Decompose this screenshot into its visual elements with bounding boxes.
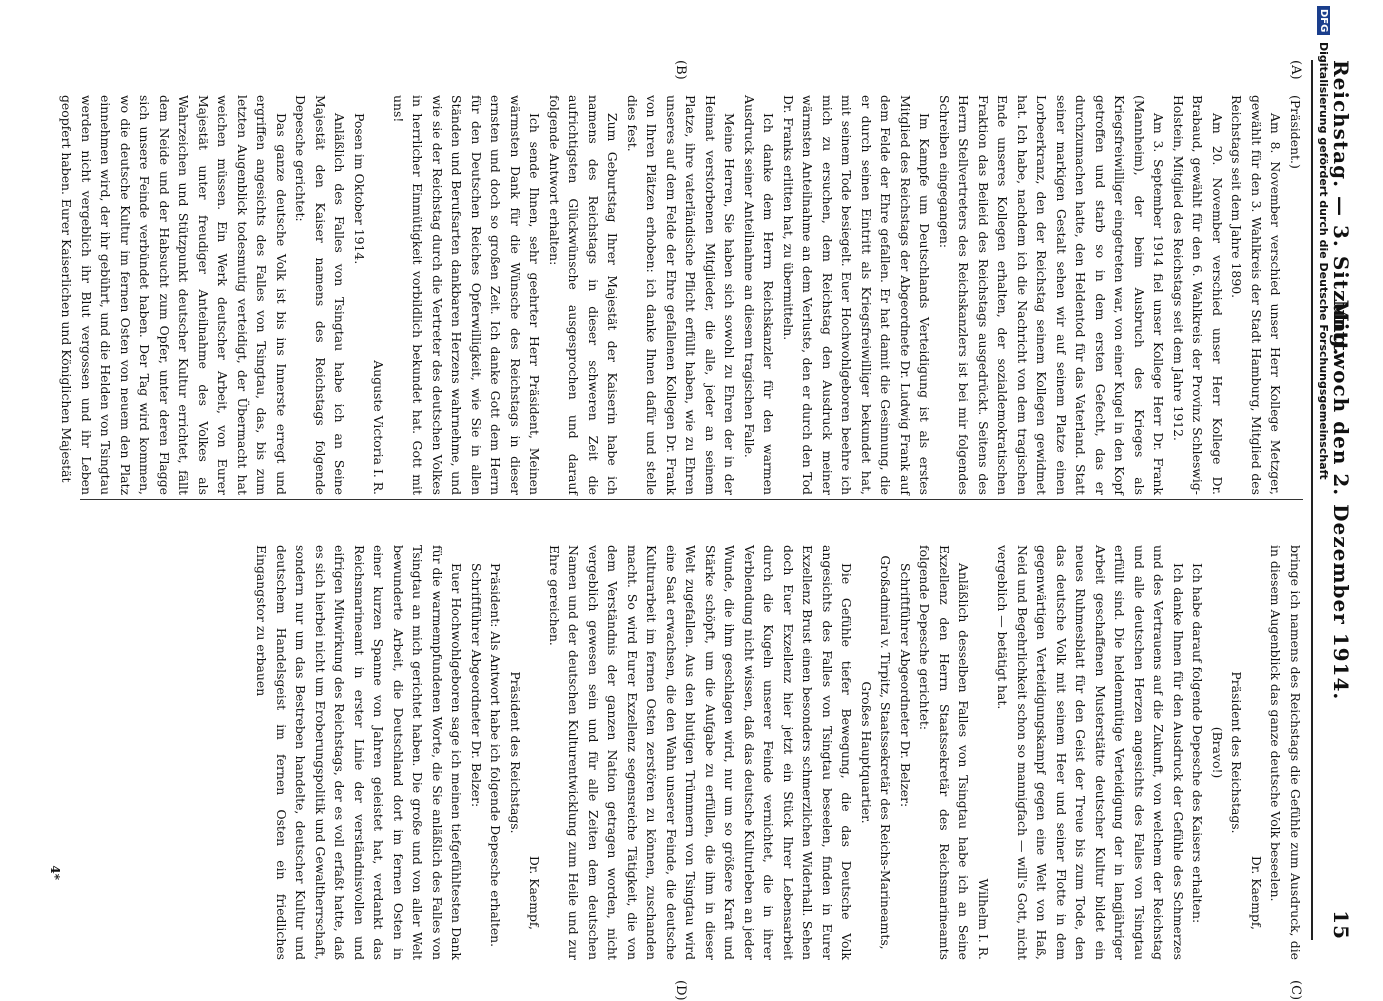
digitization-credit bbox=[1300, 0, 1340, 1000]
paragraph: (Bravo!) bbox=[1210, 726, 1225, 779]
header-left: Reichstag. — 3. Sitzung. bbox=[1329, 60, 1353, 357]
dfg-logo: DFG bbox=[1317, 6, 1330, 35]
paragraph: Zum Geburtstag Ihrer Majestät der Kaiserin habe ich namens des Reichstags in dieser schweren Zeit die aufrichtigsten Glückwünsche ausgesprochen und darauf folgende Antwort erhalten: bbox=[547, 95, 621, 495]
paragraph: Das ganze deutsche Volk ist bis ins Innerste erregt und ergriffen angesichts des Falles von Tsingtau, das, bis zum letzten Augenblick todesmutig verteidigt, der Übermacht hat weichen müssen. Ein Werk deutscher Arbeit, von Eurer Majestät unter freudiger Anteilnahme des Volkes als Wahrzeichen und Stützpunkt deutscher Kultur errichtet, fällt dem Neide und der Habsucht zum Opfer, unter deren Flagge sich unsere Feinde verbündet haben. Der Tag wird kommen, wo die deutsche Kultur im fernen Osten von neuem den Platz einnehmen wird, der ihr gebührt, und die Helden von Tsingtau werden nicht vergeblich ihr Blut vergossen und ihr Leben geopfert haben. Eurer Kaiserlichen und Königlichen Majestät bbox=[59, 95, 289, 495]
margin-mark-a: (A) bbox=[1288, 60, 1303, 80]
paragraph: Präsident des Reichstags. bbox=[1229, 671, 1245, 834]
paragraph: Auguste Victoria I. R. bbox=[371, 360, 387, 495]
left-column bbox=[57, 95, 1305, 495]
paragraph: Meine Herren, Sie haben sich sowohl zu Ehren der in der Heimat verstorbenen Mitglieder, die alle, jeder an seinem Platze, ihre vaterländische Pflicht erfüllt haben, wie zu Ehren unseres auf dem Felde der Ehre gefallenen Kollegen Dr. Frank von Ihren Plätzen erhoben: ich danke Ihnen dafür und stelle dies fest. bbox=[625, 95, 738, 495]
page-signature: 4* bbox=[48, 865, 62, 880]
right-column bbox=[252, 545, 1305, 960]
paragraph: Im Kampfe um Deutschlands Verteidigung ist als erstes Mitglied des Reichstags der Abgeordnete Dr. Ludwig Frank auf dem Felde der Ehre gefallen. Er hat damit die Gesinnung, die er durch seinen Eintritt als Kriegsfreiwilliger bekundet hat, mit seinem Tode besiegelt. Euer Hochwohlgeboren beehre ich mich zu ersuchen, dem Reichstag den Ausdruck meiner wärmsten Anteilnahme an dem Verluste, den er durch den Tod Dr. Franks erlitten hat, zu übermitteln. bbox=[781, 95, 933, 495]
paragraph: Am 3. September 1914 fiel unser Kollege Herr Dr. Frank (Mannheim), der beim Ausbruch des Krieges als Kriegsfreiwilliger eingetreten war, von einer Kugel in den Kopf getroffen und starb so in dem ersten Gefecht, das er durchzumachen hatte, den Heldentod für das Vaterland. Statt seiner markigen Gestalt sehen wir auf seinem Platze einen Lorbeerkranz, den der Reichstag seinem Kollegen gewidmet hat. Ich habe, nachdem ich die Nachricht von dem tragischen Ende unseres Kollegen erhalten, der sozialdemokratischen Fraktion das Beileid des Reichstags ausgedrückt. Seitens des Herrn Stellvertreters des Reichskanzlers ist bei mir folgendes Schreiben eingegangen: bbox=[937, 95, 1167, 495]
paragraph: Am 8. November verschied unser Herr Kollege Metzger, gewählt für den 3. Wahlkreis der Stadt Hamburg, Mitglied des Reichstags seit dem Jahre 1890. bbox=[1229, 95, 1284, 495]
paragraph: Präsident: Als Antwort habe ich folgende Depesche erhalten. bbox=[488, 563, 504, 948]
paragraph: Ich sende Ihnen, sehr geehrter Herr Präsident, Meinen wärmsten Dank für die Wünsche des Reichstags in dieser ernsten und doch so großen Zeit. Ich danke Gott dem Herrn für den Deutschen Reiches Opferwilligkeit, wie Sie in allen Ständen und Berufsarten dankbaren Herzens wahrnehme, und wie sie der Reichstag durch die Vertreter des deutschen Volkes in herrlicher Einmütigkeit vorbildlich bekundet hat. Gott mit uns! bbox=[391, 95, 543, 495]
margin-mark-d: (D) bbox=[673, 980, 688, 1001]
column-divider bbox=[80, 499, 1303, 500]
paragraph: Ich habe darauf folgende Depesche des Kaisers erhalten: bbox=[1190, 563, 1206, 924]
paragraph: Am 20. November verschied unser Herr Kollege Dr. Brabaud, gewählt für den 6. Wahlkreis der Provinz Schleswig-Holstein, Mitglied des Reichstags seit dem Jahre 1912. bbox=[1171, 95, 1225, 495]
margin-mark-b: (B) bbox=[673, 60, 688, 80]
header-date: Mittwoch den 2. Dezember 1914. bbox=[1329, 299, 1353, 701]
paragraph: Dr. Kaempf, bbox=[527, 855, 543, 930]
paragraph: Anläßlich desselben Falles von Tsingtau habe ich an Seine Exzellenz den Herrn Staatssekretär des Reichsmarineamts folgende Depesche gerichtet: bbox=[917, 545, 972, 960]
paragraph: Schriftführer Abgeordneter Dr. Belzer: bbox=[898, 563, 913, 808]
paragraph: Großadmiral v. Tirpitz, Staatssekretär des Reichs-Marineamts, Großes Hauptquartier. bbox=[859, 555, 894, 950]
paragraph: Wilhelm I. R. bbox=[976, 878, 991, 960]
paragraph: Anläßlich des Falles von Tsingtau habe ich an Seine Majestät den Kaiser namens des Reichstags folgende Depesche gerichtet: bbox=[293, 95, 348, 495]
paragraph: Dr. Kaempf, bbox=[1249, 855, 1264, 930]
paragraph: Die Gefühle tiefer Bewegung, die das Deutsche Volk angesichts des Falles von Tsingtau beseelen, finden in Eurer Exzellenz Brust einen besonders schmerzlichen Widerhall. Sehen doch Euer Exzellenz hier jetzt ein Stück Ihrer Lebensarbeit durch die Kugeln unserer Feinde vernichtet, die in ihrer Verblendung nicht wissen, daß das deutsche Kulturleben an jeder Wunde, die ihm geschlagen wird, nur um so größere Kraft und Stärke schöpft, um die Aufgabe zu erfüllen, die ihm in dieser Welt zugefallen. Aus den blutigen Trümmern von Tsingtau wird eine Saat erwachsen, die den Wahn unserer Feinde, die deutsche Kulturarbeit im fernen Osten zerstören zu können, zuschanden macht. So wird Eurer Exzellenz segensreiche Tätigkeit, die von dem Verständnis der ganzen Nation getragen worden, nicht vergeblich gewesen sein und für alle Zeiten dem deutschen Namen und der deutschen Kulturentwicklung zum Heile und zur Ehre gereichen. bbox=[547, 545, 855, 960]
paragraph: Ich danke dem Herrn Reichskanzler für den warmen Ausdruck seiner Anteilnahme an diesem tragischen Falle. bbox=[742, 95, 777, 495]
paragraph: Präsident des Reichstags. bbox=[508, 671, 523, 834]
page-number: 15 bbox=[1329, 910, 1353, 940]
margin-mark-c: (C) bbox=[1288, 980, 1303, 1001]
credit-text: Digitalisierung gefördert durch die Deutsche Forschungsgemeinschaft bbox=[1317, 42, 1330, 480]
paragraph: Ich danke Ihnen für den Ausdruck der Gefühle des Schmerzes und des Vertrauens auf die Zukunft, von welchem der Reichstag und alle deutschen Herzen angesichts des Falles von Tsingtau erfüllt sind. Die heldenmütige Verteidigung der in langjähriger Arbeit geschaffenen Musterstätte deutscher Kultur bildet ein neues Ruhmesblatt für den Geist der Treue bis zum Tode, den das deutsche Volk mit seinem Heer und seiner Flotte in dem gegenwärtigen Verteidigungskampf gegen eine Welt von Haß, Neid und Begehrlichkeit schon so mannigfach — will's Gott, nicht vergeblich — betätigt hat. bbox=[995, 545, 1186, 960]
paragraph: Posen im Oktober 1914. bbox=[352, 113, 367, 265]
paragraph: bringe ich namens des Reichstags die Gefühle zum Ausdruck, die in diesem Augenblick das ganze deutsche Volk beseelen. bbox=[1268, 545, 1303, 960]
paragraph: Euer Hochwohlgeboren sage ich meinen tiefgefühltesten Dank für die warmempfundenen Worte, die Sie anläßlich des Falles von Tsingtau an mich gerichtet haben. Die große und von aller Welt bewunderte Arbeit, die Deutschland dort im fernen Osten in einer kurzen Spanne von Jahren geleistet hat, verdankt das Reichsmarineamt in erster Linie der verständnisvollen und eifrigen Mitwirkung des Reichstags, der es voll erfaßt hatte, daß es sich hierbei nicht um Eroberungspolitik und Gewaltherrschaft, sondern nur um das Bestreben handelte, deutscher Kultur und deutschem Handelsgeist im fernen Osten ein friedliches Eingangstor zu erbauen bbox=[254, 545, 465, 960]
paragraph: (Präsident.) bbox=[1288, 95, 1303, 169]
paragraph: Schriftführer Abgeordneter Dr. Belzer: bbox=[469, 563, 484, 808]
